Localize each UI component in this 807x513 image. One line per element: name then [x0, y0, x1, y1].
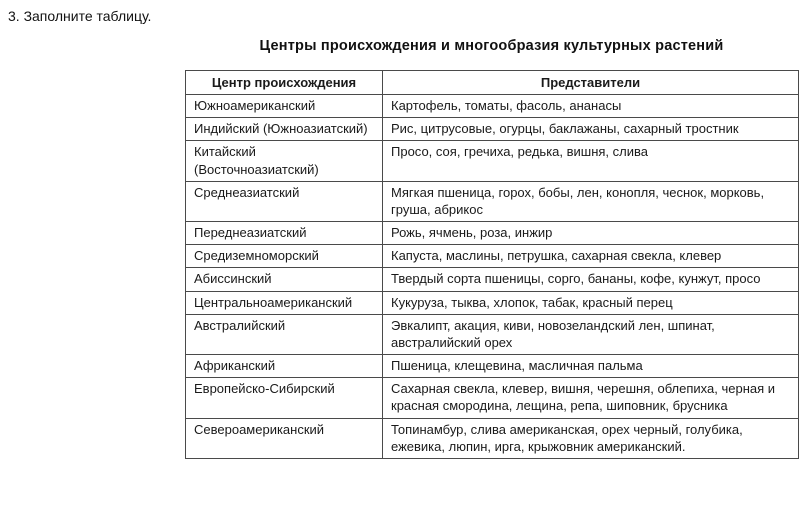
cell-representatives: Просо, соя, гречиха, редька, вишня, слива: [383, 141, 799, 181]
cell-center: Среднеазиатский: [186, 181, 383, 221]
table-header-row: [186, 71, 799, 95]
table-row: [186, 245, 799, 268]
cell-center: Африканский: [186, 355, 383, 378]
origins-table: [185, 70, 799, 459]
cell-center: Абиссинский: [186, 268, 383, 291]
cell-representatives: Кукуруза, тыква, хлопок, табак, красный перец: [383, 291, 799, 314]
table-title: Центры происхождения и многообразия культурных растений: [259, 38, 724, 54]
table-area: [185, 38, 798, 459]
table-row: [186, 95, 799, 118]
cell-center: Китайский (Восточноазиатский): [186, 141, 383, 181]
task-label: 3. Заполните таблицу.: [8, 8, 152, 24]
table-row: [186, 181, 799, 221]
cell-representatives: Рис, цитрусовые, огурцы, баклажаны, сахарный тростник: [383, 118, 799, 141]
cell-representatives: Сахарная свекла, клевер, вишня, черешня, облепиха, черная и красная смородина, лещина, репа, шиповник, брусника: [383, 378, 799, 418]
table-row: [186, 291, 799, 314]
column-header-center: Центр происхождения: [186, 71, 383, 95]
cell-representatives: Топинамбур, слива американская, орех черный, голубика, ежевика, люпин, ирга, крыжовник американский.: [383, 418, 799, 458]
cell-representatives: Твердый сорта пшеницы, сорго, бананы, кофе, кунжут, просо: [383, 268, 799, 291]
table-row: [186, 268, 799, 291]
cell-center: Средиземноморский: [186, 245, 383, 268]
table-row: [186, 378, 799, 418]
column-header-representatives: Представители: [383, 71, 799, 95]
cell-representatives: Капуста, маслины, петрушка, сахарная свекла, клевер: [383, 245, 799, 268]
cell-center: Европейско-Сибирский: [186, 378, 383, 418]
cell-representatives: Мягкая пшеница, горох, бобы, лен, конопля, чеснок, морковь, груша, абрикос: [383, 181, 799, 221]
cell-center: Североамериканский: [186, 418, 383, 458]
table-row: [186, 355, 799, 378]
table-body: [186, 95, 799, 459]
table-row: [186, 222, 799, 245]
cell-center: Индийский (Южноазиатский): [186, 118, 383, 141]
cell-center: Переднеазиатский: [186, 222, 383, 245]
table-row: [186, 118, 799, 141]
cell-center: Южноамериканский: [186, 95, 383, 118]
table-row: [186, 314, 799, 354]
table-row: [186, 141, 799, 181]
cell-representatives: Пшеница, клещевина, масличная пальма: [383, 355, 799, 378]
cell-representatives: Рожь, ячмень, роза, инжир: [383, 222, 799, 245]
cell-center: Австралийский: [186, 314, 383, 354]
cell-center: Центральноамериканский: [186, 291, 383, 314]
cell-representatives: Эвкалипт, акация, киви, новозеландский лен, шпинат, австралийский орех: [383, 314, 799, 354]
cell-representatives: Картофель, томаты, фасоль, ананасы: [383, 95, 799, 118]
table-row: [186, 418, 799, 458]
